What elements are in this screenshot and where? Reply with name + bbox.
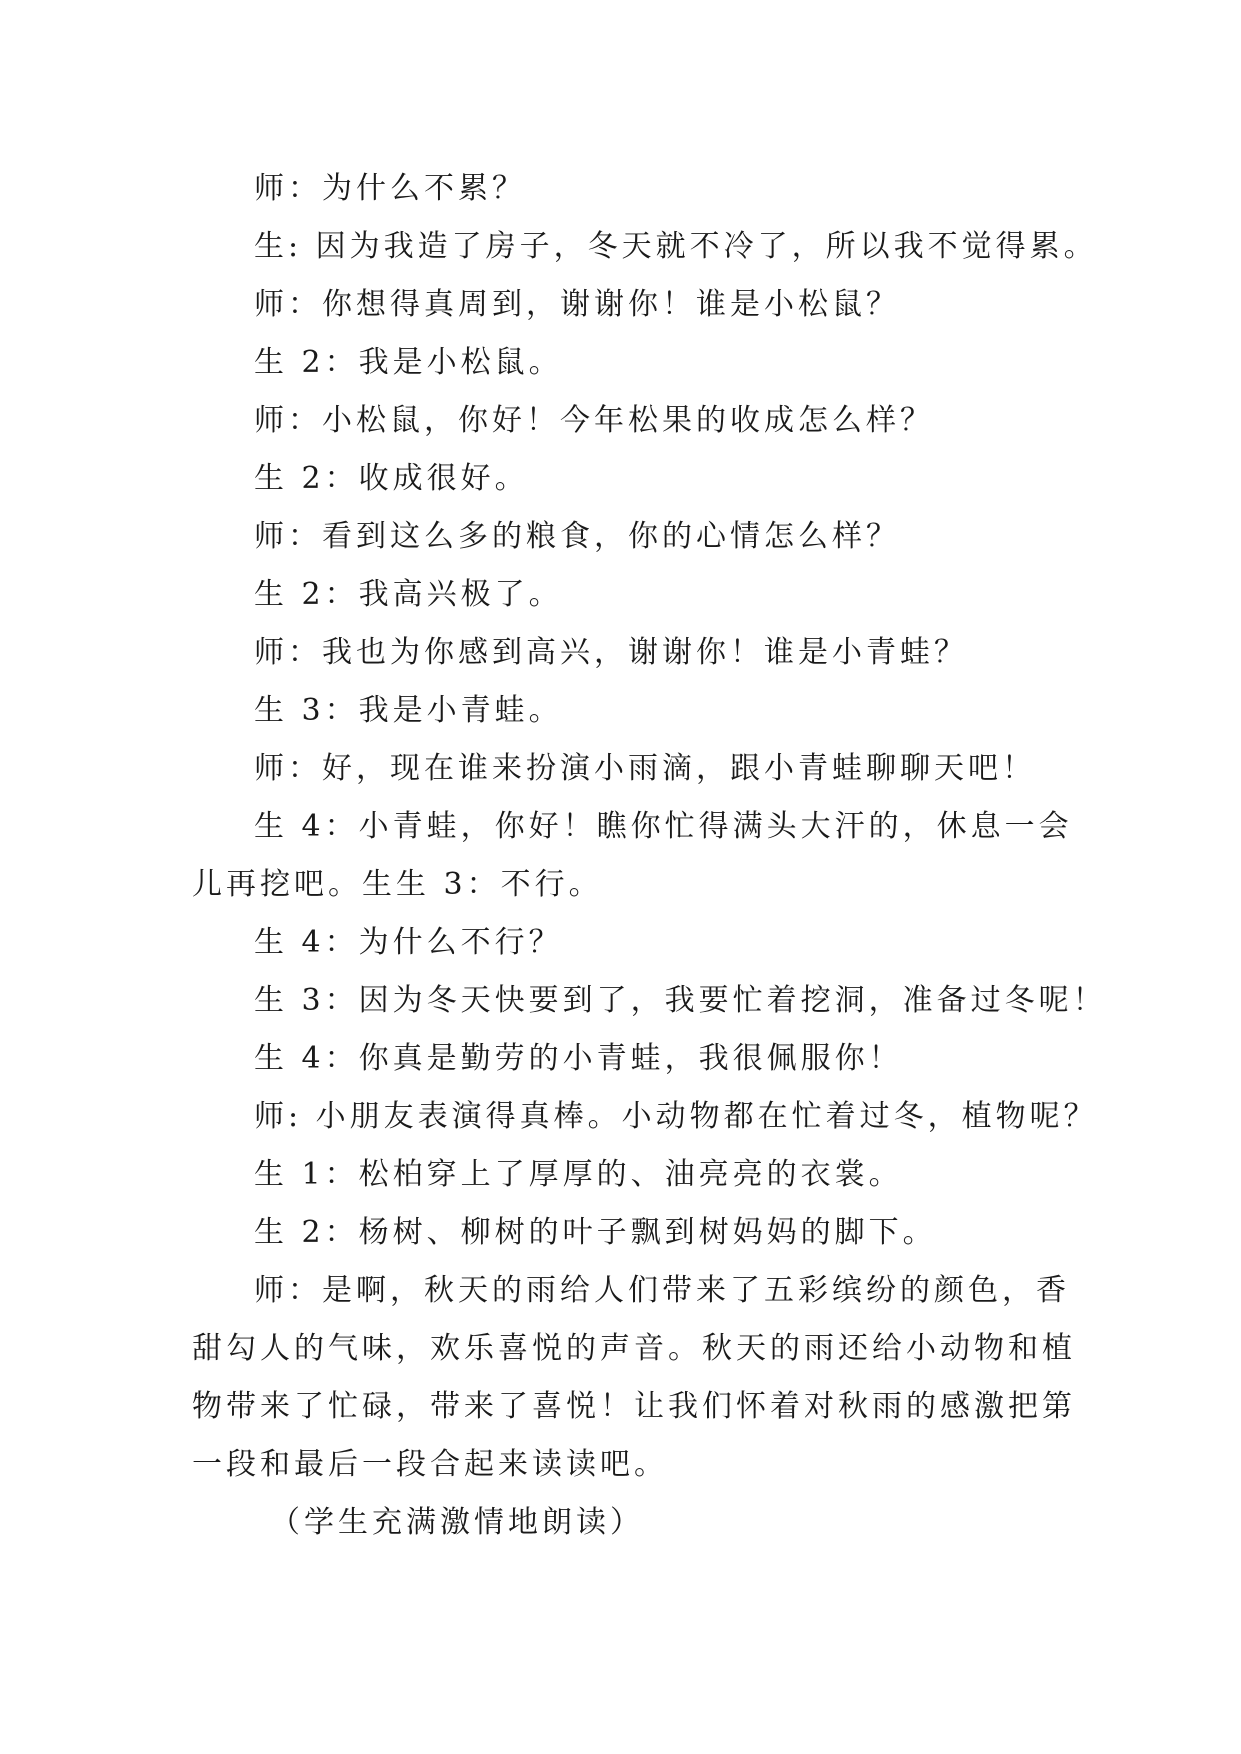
text-line: 师：看到这么多的粮食，你的心情怎么样？ (254, 519, 900, 554)
text-line-continuation: 儿再挖吧。生生 3：不行。 (192, 867, 603, 902)
text-line: 生: 因为我造了房子，冬天就不冷了，所以我不觉得累。 (254, 229, 1098, 264)
text-line: 生 2：我是小松鼠。 (254, 345, 563, 380)
text-line: 生 2：我高兴极了。 (254, 577, 563, 612)
text-line: 生 3：因为冬天快要到了，我要忙着挖洞，准备过冬呢！ (254, 983, 1107, 1018)
text-line: 生 3：我是小青蛙。 (254, 693, 563, 728)
text-line: 师：小松鼠，你好！今年松果的收成怎么样？ (254, 403, 934, 438)
text-line-continuation: 甜勾人的气味，欢乐喜悦的声音。秋天的雨还给小动物和植 (192, 1331, 1076, 1366)
text-line: 师：是啊，秋天的雨给人们带来了五彩缤纷的颜色，香 (254, 1273, 1070, 1308)
text-line-continuation: 一段和最后一段合起来读读吧。 (192, 1447, 668, 1482)
text-line: 师：为什么不累？ (254, 171, 526, 206)
text-line: 师：好，现在谁来扮演小雨滴，跟小青蛙聊聊天吧！ (254, 751, 1036, 786)
text-line: 生 1：松柏穿上了厚厚的、油亮亮的衣裳。 (254, 1157, 903, 1192)
stage-direction: （学生充满激情地朗读） (270, 1505, 644, 1540)
text-line: 师：我也为你感到高兴，谢谢你！谁是小青蛙？ (254, 635, 968, 670)
text-line: 生 2：杨树、柳树的叶子飘到树妈妈的脚下。 (254, 1215, 937, 1250)
text-line: 生 2：收成很好。 (254, 461, 529, 496)
text-line: 师: 小朋友表演得真棒。小动物都在忙着过冬，植物呢？ (254, 1099, 1098, 1134)
text-line: 生 4：小青蛙，你好！瞧你忙得满头大汗的，休息一会 (254, 809, 1073, 844)
text-line: 师：你想得真周到，谢谢你！谁是小松鼠？ (254, 287, 900, 322)
text-line: 生 4：你真是勤劳的小青蛙，我很佩服你！ (254, 1041, 903, 1076)
text-line-continuation: 物带来了忙碌，带来了喜悦！让我们怀着对秋雨的感激把第 (192, 1389, 1076, 1424)
text-line: 生 4：为什么不行？ (254, 925, 563, 960)
document-body (192, 160, 1107, 1552)
